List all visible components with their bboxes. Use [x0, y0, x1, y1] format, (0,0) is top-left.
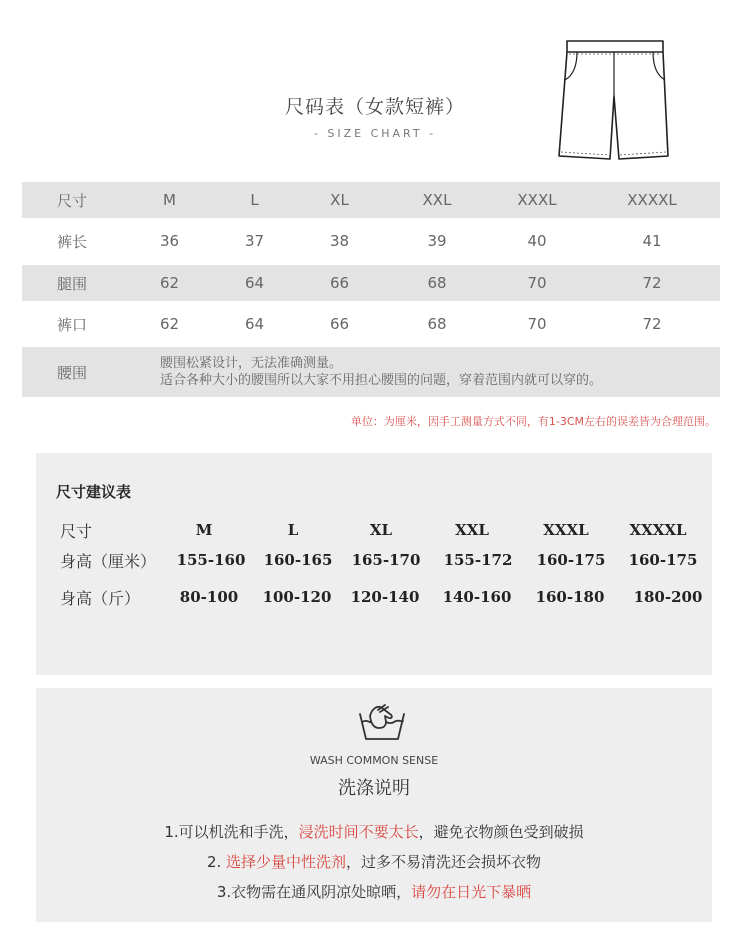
wash-text: 1.可以机洗和手洗， [164, 823, 299, 841]
row-label: 裤长 [56, 232, 87, 251]
header-cell: M [163, 191, 176, 209]
page-title: 尺码表（女款短裤） [284, 96, 465, 118]
wash-line-3 [36, 881, 712, 902]
panel-title: 尺寸建议表 [56, 483, 132, 501]
table-cell: 62 [159, 274, 180, 292]
wash-instructions-panel [36, 688, 712, 922]
table-cell: 155-172 [443, 551, 513, 569]
size-header-row [22, 182, 720, 218]
table-cell: 41 [642, 232, 662, 250]
table-cell: 72 [642, 315, 662, 333]
measurement-note: 单位：为厘米，因手工测量方式不同，有1-3CM左右的误差皆为合理范围。 [350, 415, 716, 428]
table-row [22, 265, 720, 301]
table-cell: 80-100 [179, 588, 239, 606]
table-cell: 62 [159, 315, 180, 333]
table-cell: M [195, 521, 213, 539]
table-cell: 64 [244, 315, 265, 333]
wash-line-2 [36, 851, 712, 872]
wash-highlight: 选择少量中性洗剂 [226, 853, 347, 871]
wash-text: 2. [206, 853, 227, 871]
table-cell: 70 [527, 315, 547, 333]
table-cell: 39 [427, 232, 447, 250]
table-cell: 38 [329, 232, 350, 250]
waist-line: 腰围松紧设计，无法准确测量。 [160, 356, 343, 371]
header-cell: XXXXL [627, 191, 677, 209]
table-cell: 70 [527, 274, 547, 292]
page-subtitle: - SIZE CHART - [313, 127, 437, 140]
hand-wash-icon [358, 702, 406, 742]
table-cell: XXXXL [629, 521, 687, 539]
row-label: 裤口 [56, 315, 87, 334]
wash-text: ，避免衣物颜色受到破损 [418, 823, 584, 841]
wash-line-1 [36, 821, 712, 842]
table-row [36, 549, 712, 579]
table-cell: 40 [527, 232, 547, 250]
table-cell: 160-175 [536, 551, 606, 569]
table-cell: 180-200 [633, 588, 703, 606]
row-label: 身高（斤） [60, 589, 141, 608]
header-cell: XXXL [517, 191, 557, 209]
table-cell: XXXL [543, 521, 589, 539]
wash-title-cn: 洗涤说明 [338, 778, 410, 799]
table-cell: 36 [159, 232, 180, 250]
table-cell: L [287, 521, 299, 539]
table-cell: 140-160 [442, 588, 512, 606]
table-cell: 160-165 [263, 551, 333, 569]
table-cell: 120-140 [350, 588, 420, 606]
table-cell: 64 [244, 274, 265, 292]
waist-row [22, 347, 720, 397]
table-row [36, 519, 712, 549]
row-label: 腰围 [56, 363, 87, 382]
waist-description [160, 355, 602, 389]
table-cell: 165-170 [351, 551, 421, 569]
header-cell: 尺寸 [56, 191, 87, 210]
wash-highlight: 浸洗时间不要太长 [298, 823, 419, 841]
table-cell: 72 [642, 274, 662, 292]
table-row [22, 223, 720, 259]
table-cell: 66 [329, 274, 350, 292]
wash-highlight: 请勿在日光下暴晒 [411, 883, 532, 901]
table-cell: 160-180 [535, 588, 605, 606]
table-cell: 68 [427, 274, 447, 292]
table-cell: XXL [455, 521, 489, 539]
table-cell: 160-175 [628, 551, 698, 569]
row-label: 身高（厘米） [60, 552, 157, 571]
wash-text: ，过多不易清洗还会损坏衣物 [346, 853, 542, 871]
table-cell: XL [369, 521, 393, 539]
header-cell: XL [330, 191, 349, 209]
table-cell: 68 [427, 315, 447, 333]
header-cell: XXL [422, 191, 452, 209]
table-row [36, 586, 712, 616]
wash-title-en: WASH COMMON SENSE [309, 754, 439, 767]
shorts-illustration [555, 38, 670, 163]
waist-line: 适合各种大小的腰围所以大家不用担心腰围的问题，穿着范围内就可以穿的。 [160, 373, 603, 388]
table-cell: 100-120 [262, 588, 332, 606]
table-cell: 37 [244, 232, 265, 250]
row-label: 尺寸 [60, 522, 93, 541]
wash-text: 3.衣物需在通风阴凉处晾晒， [216, 883, 412, 901]
table-cell: 155-160 [176, 551, 246, 569]
header-cell: L [250, 191, 259, 209]
table-row [22, 306, 720, 342]
row-label: 腿围 [56, 274, 87, 293]
size-recommendation-panel [36, 453, 712, 675]
table-cell: 66 [329, 315, 350, 333]
